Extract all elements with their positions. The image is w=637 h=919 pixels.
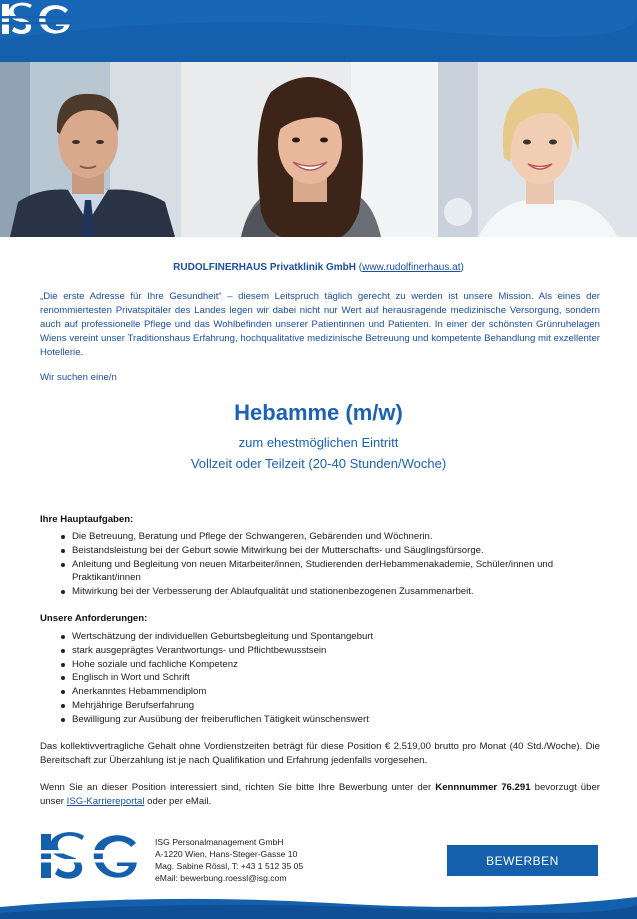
header-wave-graphic (0, 0, 637, 62)
requirements-list (58, 630, 603, 727)
paren-close: ) (460, 262, 464, 273)
seeking-label: Wir suchen eine/n (40, 372, 117, 383)
paren-open: ( (358, 262, 363, 273)
contact-company: ISG Personalmanagement GmbH (155, 837, 284, 847)
list-item: Hohe soziale und fachliche Kompetenz (58, 658, 603, 672)
header-photos (0, 62, 637, 237)
contact-email: eMail: bewerbung.roessl@isg.com (155, 873, 287, 883)
company-name: RUDOLFINERHAUS Privatklinik GmbH (173, 262, 356, 273)
list-item: Mehrjährige Berufserfahrung (58, 699, 603, 713)
apply-button[interactable]: BEWERBEN (447, 845, 598, 876)
isg-logo-icon (0, 0, 72, 38)
requirements-heading: Unsere Anforderungen: (40, 613, 148, 624)
apply-paragraph (40, 781, 600, 809)
footer-wave-graphic (0, 893, 637, 919)
isg-footer-logo-icon (38, 828, 140, 884)
job-title: Hebamme (m/w) (234, 400, 403, 425)
tasks-heading: Ihre Hauptaufgaben: (40, 514, 134, 525)
list-item: Anerkanntes Hebammendiplom (58, 685, 603, 699)
job-start: zum ehestmöglichen Eintritt (238, 435, 399, 450)
tasks-list (58, 530, 603, 599)
list-item: Die Betreuung, Beratung und Pflege der Schwangeren, Gebärenden und Wöchnerin. (58, 530, 603, 544)
job-hours: Vollzeit oder Teilzeit (20-40 Stunden/Woche) (190, 456, 447, 471)
header-banner (0, 0, 637, 62)
list-item: Beistandsleistung bei der Geburt sowie Mitwirkung bei der Mutterschafts- und Säuglingsfürsorge. (58, 544, 603, 558)
reference-number: Kennnummer 76.291 (435, 782, 531, 793)
list-item: stark ausgeprägtes Verantwortungs- und Pflichtbewusstsein (58, 644, 603, 658)
apply-text-part2: bevorzugt über unser (40, 782, 600, 807)
intro-paragraph: „Die erste Adresse für Ihre Gesundheit“ – diesem Leitspruch täglich gerecht zu werden ist unsere Mission. Als eines der renommiertesten Privatspitäler des Landes legen wir dabei nicht nur Wert auf herausragende medizinische Versorgung, sondern auch auf professionelle Pflege und das Wohlbefinden unserer Patientinnen und Patienten. In einer der schönsten Grünruhelagen Wiens vereint unser Traditionshaus Erfahrung, hochqualitative medizinische Betreuung und kompetente Behandlung mit exzellenter Hotellerie. (40, 291, 600, 358)
apply-text-part3: oder per eMail. (144, 796, 212, 807)
photo-woman-center (181, 62, 438, 237)
company-line (0, 262, 637, 273)
contact-person: Mag. Sabine Rössl, T: +43 1 512 35 05 (155, 861, 304, 871)
list-item: Mitwirkung bei der Verbesserung der Ablaufqualität und stationenbezogenen Zusammenarbeit. (58, 585, 603, 599)
list-item: Wertschätzung der individuellen Geburtsbegleitung und Spontangeburt (58, 630, 603, 644)
photo-man (0, 62, 181, 237)
salary-paragraph: Das kollektivvertragliche Gehalt ohne Vordienstzeiten beträgt für diese Position € 2.519,00 brutto pro Monat (40 Std./Woche). Die Bereitschaft zur Überzahlung ist je nach Qualifikation und Erfahrung jedenfalls vorgesehen. (40, 741, 600, 766)
list-item: Anleitung und Begleitung von neuen Mitarbeiter/innen, Studierenden derHebammenakademie, Schüler/innen und Praktikant/innen (58, 558, 603, 586)
contact-address: A-1220 Wien, Hans-Steger-Gasse 10 (155, 849, 298, 859)
company-website-link[interactable]: www.rudolfinerhaus.at (362, 262, 461, 273)
list-item: Englisch in Wort und Schrift (58, 671, 603, 685)
contact-block (155, 836, 303, 884)
photo-woman-right (438, 62, 637, 237)
apply-text-part1: Wenn Sie an dieser Position interessiert sind, richten Sie bitte Ihre Bewerbung unter der (40, 782, 436, 793)
list-item: Bewilligung zur Ausübung der freiberuflichen Tätigkeit wünschenswert (58, 713, 603, 727)
career-portal-link[interactable]: ISG-Karriereportal (66, 796, 145, 807)
